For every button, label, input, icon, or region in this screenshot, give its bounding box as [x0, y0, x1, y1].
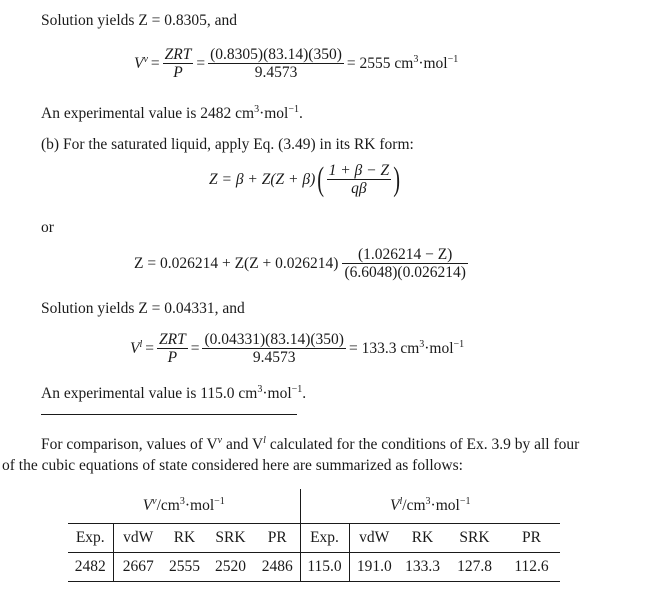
comparison-table [68, 489, 560, 582]
equation-rk-form: Z = β + Z(Z + β) ( $\frac{1 + \beta - Z}{q\beta}$ ) [209, 160, 401, 198]
value-cell: 115.0 [300, 553, 349, 582]
value-cell: 191.0 [356, 558, 392, 575]
liquid-volume-header: $V^l/cm^3\cdot mol^{-1}$ [390, 496, 471, 514]
value-cell: 2667 [122, 558, 154, 575]
saturated-liquid-intro: (b) For the saturated liquid, apply Eq. (3.49) in its RK form: [41, 136, 414, 153]
eq4-result: = 133.3 $cm^3\cdot mol^{-1}$ [348, 338, 465, 357]
eq4-fraction-zrt-p: $\frac{\text{ZRT}}{P}$ [159, 331, 186, 366]
header-cell: PR [255, 524, 300, 553]
eq1-result: = 2555 $cm^3\cdot mol^{-1}$ [346, 53, 459, 72]
example-end-rule [41, 414, 297, 415]
eq2-lhs: Z = β + Z(Z + β) [209, 170, 316, 188]
table-group-header-row [68, 489, 560, 524]
value-cell: 112.6 [514, 558, 549, 575]
header-cell: Exp. [68, 524, 113, 553]
eq4-fraction-values: $\frac{(0.04331)(83.14)(350)}{9.4573}$ [204, 331, 344, 366]
experimental-value-liquid: An experimental value is 115.0 $cm^3\cdot mol^{-1}$. [41, 384, 307, 402]
header-cell: RK [173, 529, 196, 546]
eq1-fraction-values: $\frac{(0.8305)(83.14)(350)}{9.4573}$ [210, 46, 342, 81]
value-cell: 127.8 [457, 558, 492, 575]
value-cell: 2486 [255, 553, 300, 582]
header-cell: vdW [359, 529, 390, 546]
value-cell: 2520 [215, 558, 246, 575]
equation-liquid-volume: $V^l$ = $\frac{\text{ZRT}}{P}$ = $\frac{(0.04331)(83.14)(350)}{9.4573}$ = 133.3 $cm^3\cdot mol^{-1}$ [130, 331, 465, 366]
vapor-volume-header: $V^v/cm^3\cdot mol^{-1}$ [68, 489, 300, 524]
header-cell: SRK [459, 529, 490, 546]
experimental-value-vapor: An experimental value is 2482 $cm^3\cdot mol^{-1}$. [41, 104, 303, 122]
header-cell: Exp. [300, 524, 349, 553]
header-cell: PR [522, 529, 541, 546]
equation-rk-numeric [134, 246, 468, 281]
comparison-paragraph-line2: of the cubic equations of state considered here are summarized as follows: [2, 457, 463, 474]
eq3-lhs: Z = 0.026214 + Z(Z + 0.026214) [134, 254, 339, 272]
eq4-lhs: $V^l$ [130, 338, 143, 357]
comparison-paragraph-line1: For comparison, values of $V^v$ and $V^l$ calculated for the conditions of Ex. 3.9 by all four [41, 435, 580, 453]
solution-line-liquid: Solution yields Z = 0.04331, and [41, 300, 245, 317]
header-cell: SRK [215, 529, 246, 546]
solution-line-vapor: Solution yields Z = 0.8305, and [41, 12, 238, 29]
header-cell: RK [411, 529, 434, 546]
value-cell: 2555 [169, 558, 200, 575]
table-values-row [68, 553, 560, 582]
value-cell: 133.3 [405, 558, 440, 575]
eq3-fraction: $\frac{(1.026214 - Z)}{(6.6048)(0.026214)}$ [344, 246, 466, 281]
eq2-fraction: $\frac{1 + \beta - Z}{q\beta}$ [328, 162, 390, 197]
table-header-row [68, 524, 560, 553]
equation-vapor-volume: $V^v$ = $\frac{\text{ZRT}}{P}$ = $\frac{(0.8305)(83.14)(350)}{9.4573}$ = 2555 $cm^3\cdot mol^{-1}$ [134, 46, 459, 81]
value-cell: 2482 [68, 553, 113, 582]
eq1-lhs: $V^v$ [134, 53, 148, 72]
header-cell: vdW [123, 529, 154, 546]
or-label: or [41, 219, 54, 236]
eq1-fraction-zrt-p: $\frac{\text{ZRT}}{P}$ [164, 46, 192, 81]
